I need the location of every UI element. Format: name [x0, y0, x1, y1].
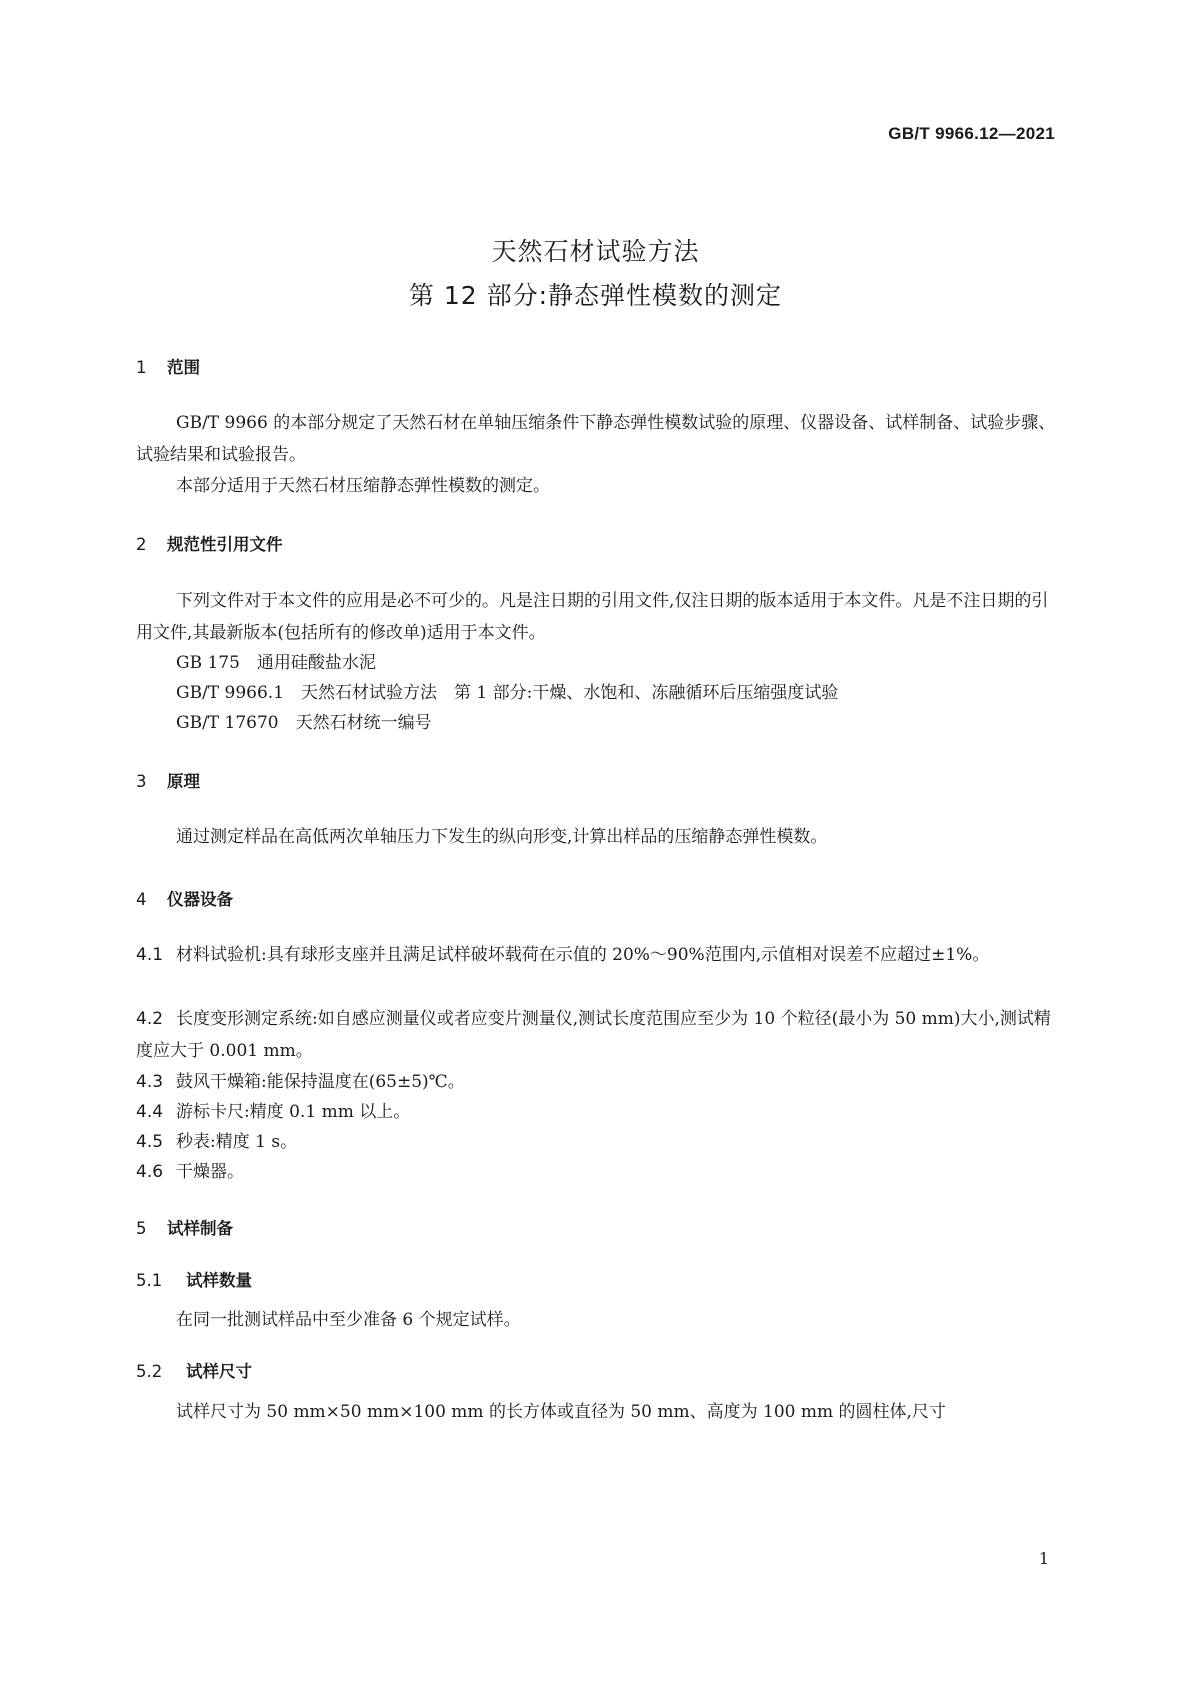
item-text: 干燥器。: [176, 1162, 244, 1182]
subsection-number: 5.2: [136, 1362, 163, 1381]
item-text: 秒表:精度 1 s。: [176, 1132, 298, 1152]
section-number: 3: [136, 772, 147, 791]
section-number: 1: [136, 358, 147, 377]
section-title: 规范性引用文件: [167, 535, 283, 554]
page-number: 1: [1038, 1549, 1049, 1568]
section-title: 原理: [167, 772, 200, 791]
section-title: 范围: [167, 358, 200, 377]
section-3-heading: [136, 768, 200, 792]
subsection-title: 试样尺寸: [186, 1362, 252, 1381]
item-text: 材料试验机:具有球形支座并且满足试样破坏载荷在示值的 20%～90%范围内,示值相对误差不应超过±1%。: [176, 945, 990, 965]
item-number: 4.3: [136, 1072, 164, 1092]
section-4-heading: [136, 886, 233, 910]
list-item: [136, 1003, 1056, 1067]
subsection-number: 5.1: [136, 1271, 163, 1290]
standard-code: GB/T 9966.12—2021: [888, 124, 1055, 143]
item-text: 长度变形测定系统:如自感应测量仪或者应变片测量仪,测试长度范围应至少为 10 个粒径(最小为 50 mm)大小,测试精度应大于 0.001 mm。: [136, 1009, 1051, 1061]
list-item: [136, 1096, 1056, 1128]
list-item: [136, 1066, 1056, 1098]
subsection-5-2-heading: [136, 1358, 252, 1382]
normative-reference: GB/T 17670 天然石材统一编号: [176, 713, 432, 733]
item-text: 游标卡尺:精度 0.1 mm 以上。: [176, 1102, 411, 1122]
section-5-heading: [136, 1215, 233, 1239]
paragraph: 本部分适用于天然石材压缩静态弹性模数的测定。: [176, 476, 550, 496]
item-number: 4.4: [136, 1102, 164, 1122]
list-item: [136, 1126, 1056, 1158]
section-number: 2: [136, 535, 147, 554]
subsection-title: 试样数量: [186, 1271, 252, 1290]
section-title: 试样制备: [167, 1219, 233, 1238]
paragraph: 通过测定样品在高低两次单轴压力下发生的纵向形变,计算出样品的压缩静态弹性模数。: [176, 827, 828, 847]
section-number: 4: [136, 890, 147, 909]
section-1-heading: [136, 354, 200, 378]
item-text: 鼓风干燥箱:能保持温度在(65±5)℃。: [176, 1072, 465, 1092]
item-number: 4.1: [136, 945, 164, 965]
document-title-line1: 天然石材试验方法: [491, 237, 700, 266]
item-number: 4.2: [136, 1009, 164, 1029]
paragraph: 在同一批测试样品中至少准备 6 个规定试样。: [176, 1310, 521, 1330]
normative-reference: GB 175 通用硅酸盐水泥: [176, 653, 376, 673]
section-2-heading: [136, 531, 283, 555]
document-title-line2: 第 12 部分:静态弹性模数的测定: [408, 281, 783, 310]
subsection-5-1-heading: [136, 1267, 252, 1291]
item-number: 4.5: [136, 1132, 164, 1152]
paragraph: 试样尺寸为 50 mm×50 mm×100 mm 的长方体或直径为 50 mm、高度为 100 mm 的圆柱体,尺寸: [176, 1402, 946, 1422]
paragraph: 下列文件对于本文件的应用是必不可少的。凡是注日期的引用文件,仅注日期的版本适用于本文件。凡是不注日期的引用文件,其最新版本(包括所有的修改单)适用于本文件。: [136, 591, 1049, 643]
paragraph: GB/T 9966 的本部分规定了天然石材在单轴压缩条件下静态弹性模数试验的原理、仪器设备、试样制备、试验步骤、试验结果和试验报告。: [136, 413, 1056, 465]
list-item: [136, 1156, 1056, 1188]
list-item: [136, 939, 1056, 971]
section-number: 5: [136, 1219, 147, 1238]
item-number: 4.6: [136, 1162, 164, 1182]
section-title: 仪器设备: [167, 890, 233, 909]
normative-reference: GB/T 9966.1 天然石材试验方法 第 1 部分:干燥、水饱和、冻融循环后压缩强度试验: [176, 683, 839, 703]
